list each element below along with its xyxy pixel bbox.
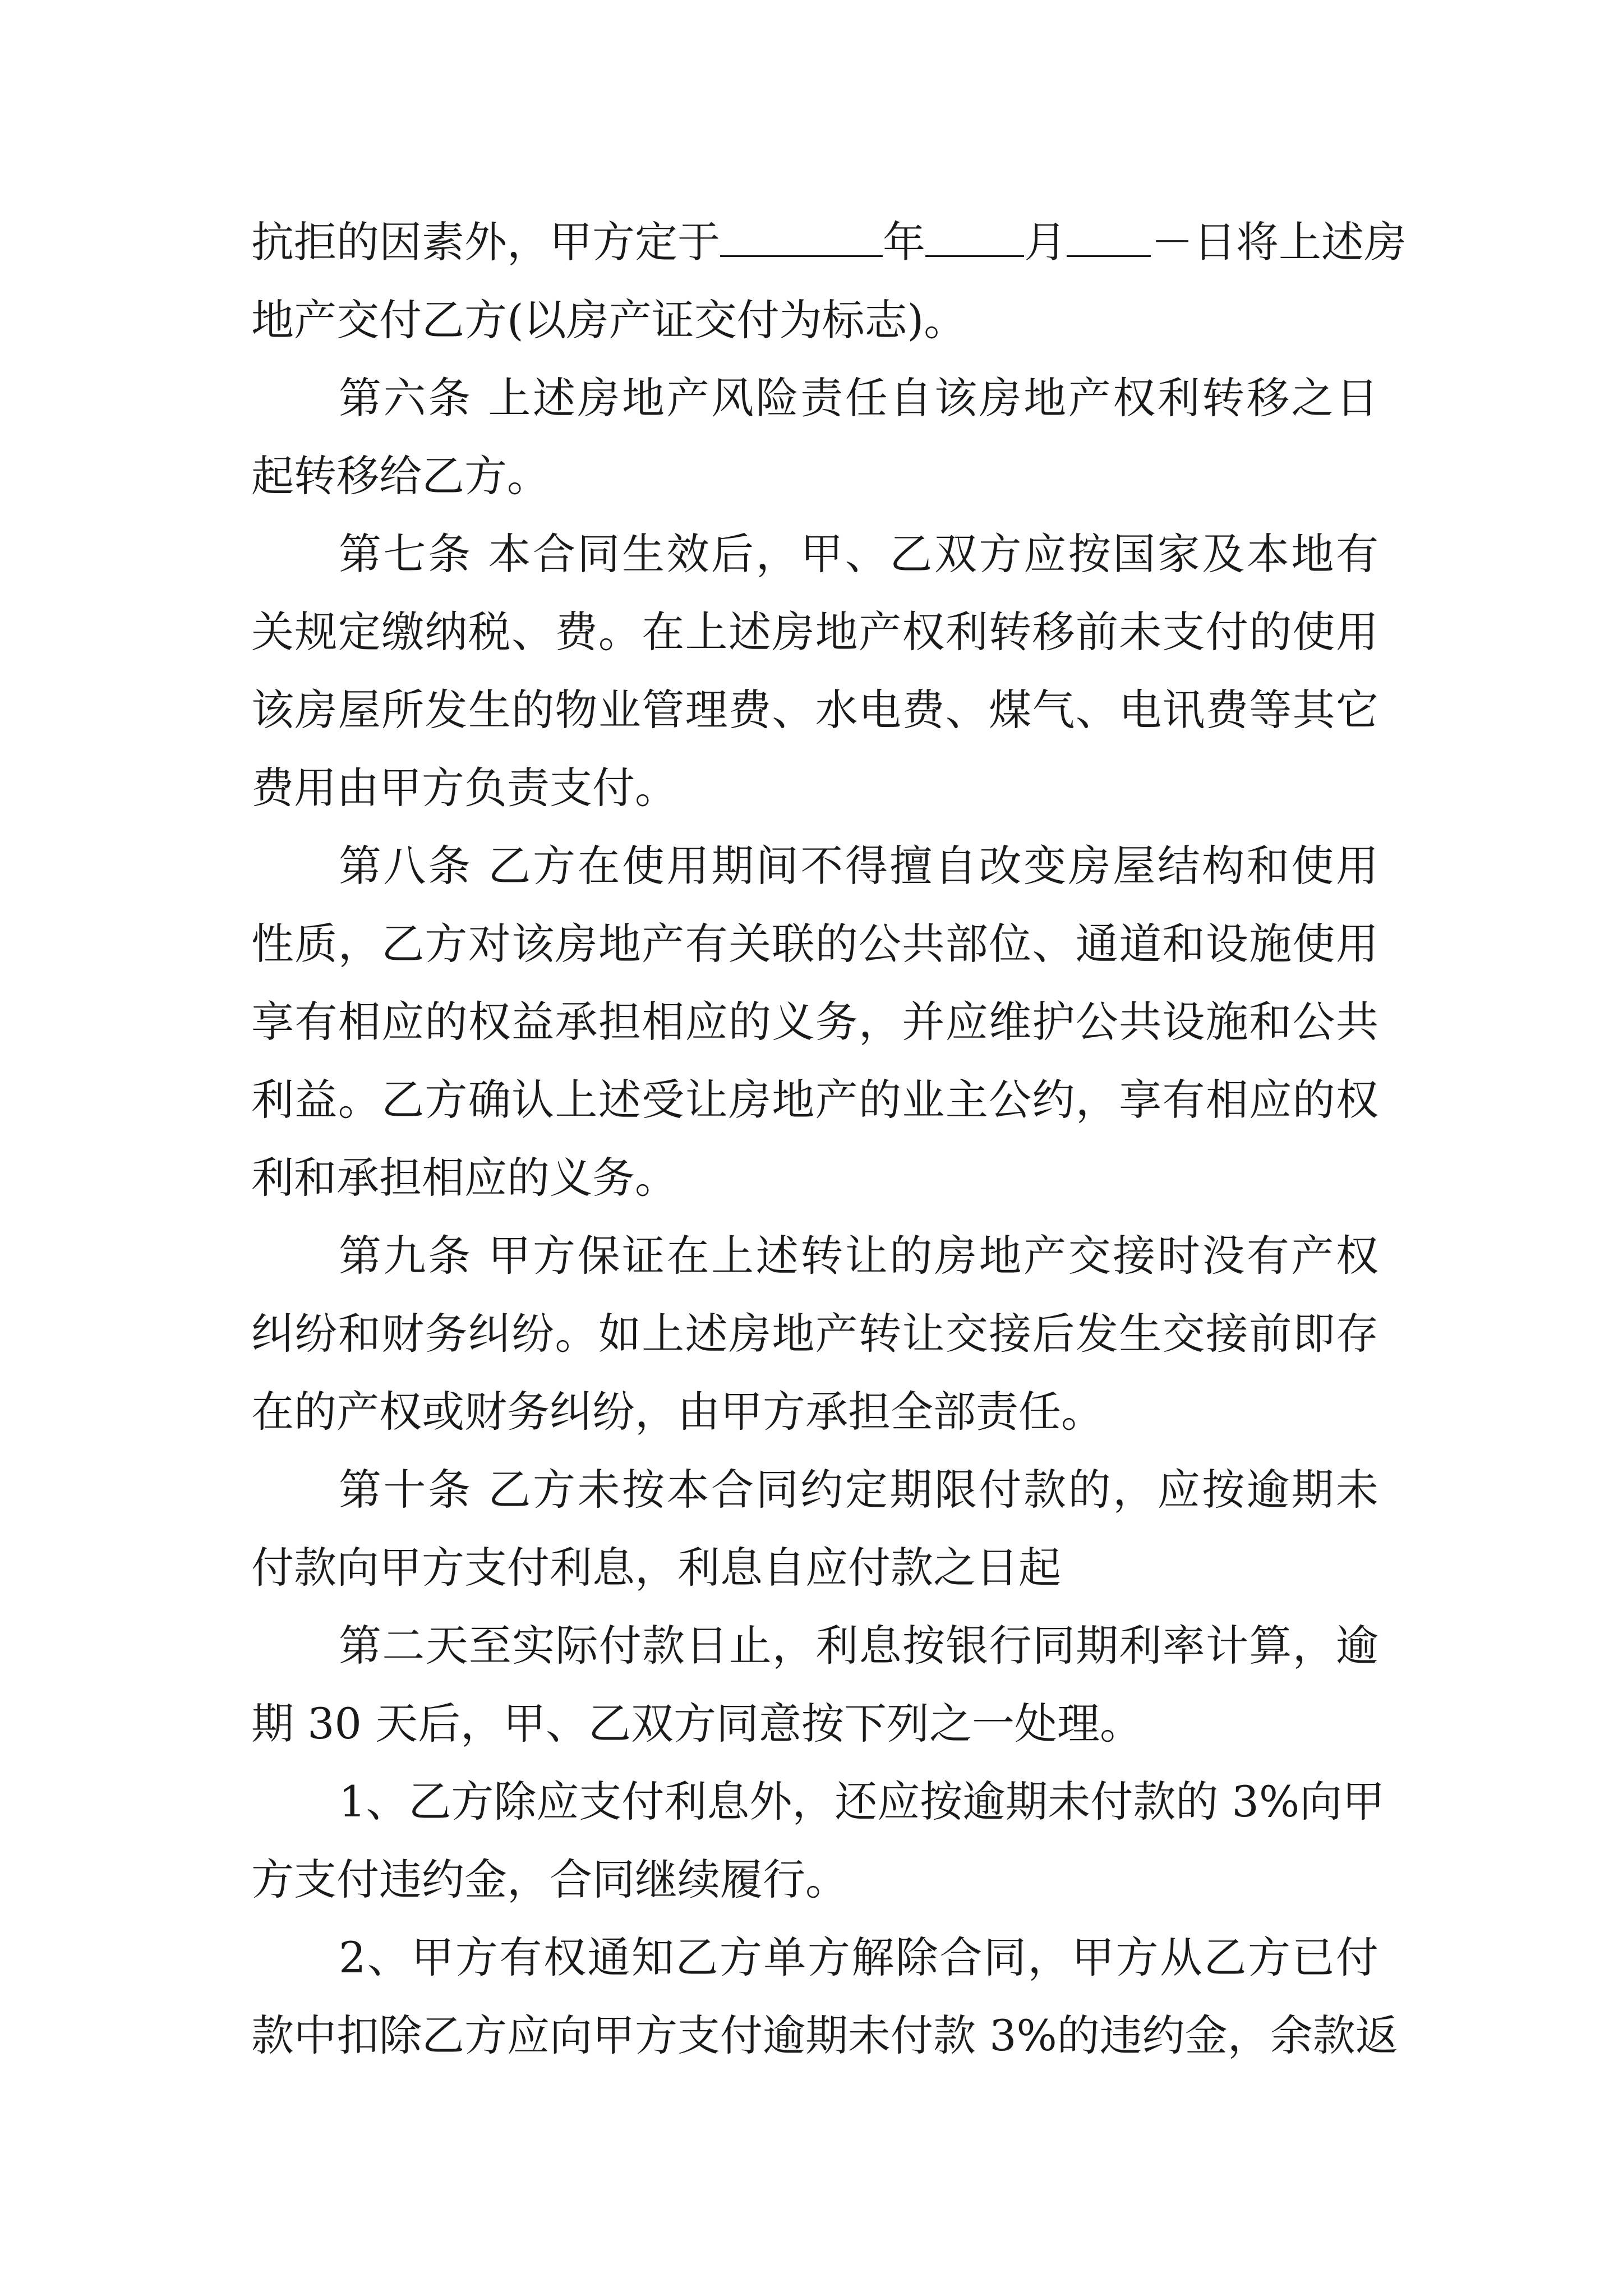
- article-6-heading-line: 第六条 上述房地产风险责任自该房地产权利转移之日: [339, 373, 1378, 423]
- article-9-heading-line: 第九条 甲方保证在上述转让的房地产交接时没有产权: [339, 1231, 1378, 1281]
- text-line: 起转移给乙方。: [251, 451, 550, 501]
- contract-body: [251, 203, 1407, 2074]
- text-fragment: 月: [1024, 217, 1067, 267]
- article-8-heading-line: 第八条 乙方在使用期间不得擅自改变房屋结构和使用: [339, 841, 1378, 891]
- text-fragment: 抗拒的因素外，甲方定于: [251, 217, 720, 267]
- text-line: 付款向甲方支付利息，利息自应付款之日起: [251, 1543, 1061, 1593]
- text-line: 费用由甲方负责支付。: [251, 763, 677, 813]
- clause-1-line: 1、乙方除应支付利息外，还应按逾期未付款的 3%向甲: [339, 1777, 1385, 1826]
- text-line: 款中扣除乙方应向甲方支付逾期未付款 3%的违约金，余款返: [251, 2010, 1398, 2060]
- text-line: 利益。乙方确认上述受让房地产的业主公约，享有相应的权: [251, 1075, 1378, 1125]
- blank-month-field: [925, 223, 1024, 257]
- article-7-heading-line: 第七条 本合同生效后，甲、乙双方应按国家及本地有: [339, 529, 1378, 579]
- text-line: 利和承担相应的义务。: [251, 1153, 677, 1203]
- text-line: 纠纷和财务纠纷。如上述房地产转让交接后发生交接前即存: [251, 1309, 1378, 1359]
- text-fragment: 年: [883, 217, 925, 267]
- text-line: 在的产权或财务纠纷，由甲方承担全部责任。: [251, 1387, 1104, 1437]
- blank-year-field: [720, 223, 883, 257]
- text-line: 享有相应的权益承担相应的义务，并应维护公共设施和公共: [251, 997, 1378, 1047]
- article-10-heading-line: 第十条 乙方未按本合同约定期限付款的，应按逾期未: [339, 1465, 1378, 1515]
- text-line: 方支付违约金，合同继续履行。: [251, 1855, 848, 1904]
- text-line-delivery-date: [251, 203, 1407, 281]
- text-fragment: －日将上述房: [1151, 217, 1407, 267]
- blank-day-field: [1067, 223, 1151, 257]
- text-line: 第二天至实际付款日止，利息按银行同期利率计算，逾: [339, 1621, 1378, 1671]
- text-line: 关规定缴纳税、费。在上述房地产权利转移前未支付的使用: [251, 607, 1378, 657]
- text-line: 地产交付乙方(以房产证交付为标志)。: [251, 295, 967, 345]
- text-line: 期 30 天后，甲、乙双方同意按下列之一处理。: [251, 1699, 1143, 1749]
- text-line: 该房屋所发生的物业管理费、水电费、煤气、电讯费等其它: [251, 685, 1378, 735]
- text-line: 性质，乙方对该房地产有关联的公共部位、通道和设施使用: [251, 919, 1378, 969]
- clause-2-line: 2、甲方有权通知乙方单方解除合同，甲方从乙方已付: [339, 1932, 1378, 1982]
